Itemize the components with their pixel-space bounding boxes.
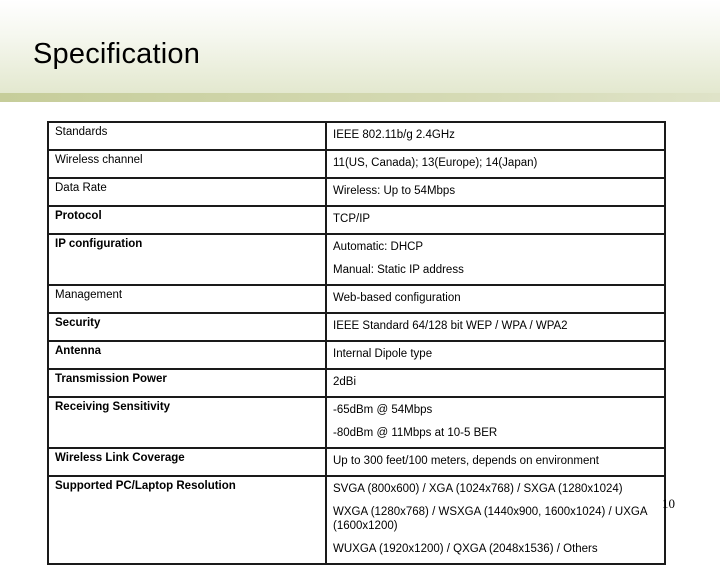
spec-label: Receiving Sensitivity [48, 397, 326, 448]
table-row [48, 313, 665, 341]
spec-value: Web-based configuration [333, 292, 461, 304]
table-row [48, 150, 665, 178]
spec-value: WUXGA (1920x1200) / QXGA (2048x1536) / Others [333, 543, 598, 555]
spec-label: Data Rate [48, 178, 326, 206]
spec-label: Antenna [48, 341, 326, 369]
spec-value-cell [326, 234, 665, 285]
spec-label: Supported PC/Laptop Resolution [48, 476, 326, 564]
spec-value: Internal Dipole type [333, 348, 433, 360]
table-row [48, 397, 665, 448]
spec-label: Wireless Link Coverage [48, 448, 326, 476]
spec-value: IEEE 802.11b/g 2.4GHz [333, 129, 455, 141]
spec-value-cell [326, 150, 665, 178]
spec-value-cell [326, 206, 665, 234]
spec-value-cell [326, 341, 665, 369]
header-divider [0, 93, 720, 102]
table-row [48, 178, 665, 206]
spec-value-cell [326, 476, 665, 564]
spec-value-cell [326, 285, 665, 313]
spec-label: Standards [48, 122, 326, 150]
spec-label: Wireless channel [48, 150, 326, 178]
table-row [48, 206, 665, 234]
spec-value: Up to 300 feet/100 meters, depends on environment [333, 455, 599, 467]
page-number: 10 [662, 496, 675, 511]
spec-label: Protocol [48, 206, 326, 234]
table-row [48, 285, 665, 313]
table-row [48, 341, 665, 369]
spec-value-cell [326, 313, 665, 341]
table-row [48, 234, 665, 285]
spec-label: Security [48, 313, 326, 341]
table-row [48, 369, 665, 397]
table-row [48, 122, 665, 150]
spec-value: WXGA (1280x768) / WSXGA (1440x900, 1600x1024) / UXGA (1600x1200) [333, 506, 647, 532]
spec-label: Management [48, 285, 326, 313]
spec-value: -65dBm @ 54Mbps [333, 404, 433, 416]
spec-value: 11(US, Canada); 13(Europe); 14(Japan) [333, 157, 538, 169]
spec-value-cell [326, 178, 665, 206]
specification-table [47, 121, 666, 565]
table-row [48, 448, 665, 476]
spec-label: Transmission Power [48, 369, 326, 397]
spec-value-cell [326, 369, 665, 397]
spec-value: SVGA (800x600) / XGA (1024x768) / SXGA (1280x1024) [333, 483, 623, 495]
specification-table-body [48, 122, 665, 564]
spec-value: 2dBi [333, 376, 357, 388]
table-row [48, 476, 665, 564]
spec-value: TCP/IP [333, 213, 371, 225]
spec-value-cell [326, 397, 665, 448]
slide-header [0, 0, 720, 93]
spec-label: IP configuration [48, 234, 326, 285]
spec-value: IEEE Standard 64/128 bit WEP / WPA / WPA2 [333, 320, 568, 332]
spec-value-cell [326, 448, 665, 476]
slide-title: Specification [33, 38, 201, 70]
spec-value: Wireless: Up to 54Mbps [333, 185, 456, 197]
spec-value-cell [326, 122, 665, 150]
spec-value: Automatic: DHCP [333, 241, 424, 253]
spec-value: Manual: Static IP address [333, 264, 464, 276]
spec-value: -80dBm @ 11Mbps at 10-5 BER [333, 427, 498, 439]
